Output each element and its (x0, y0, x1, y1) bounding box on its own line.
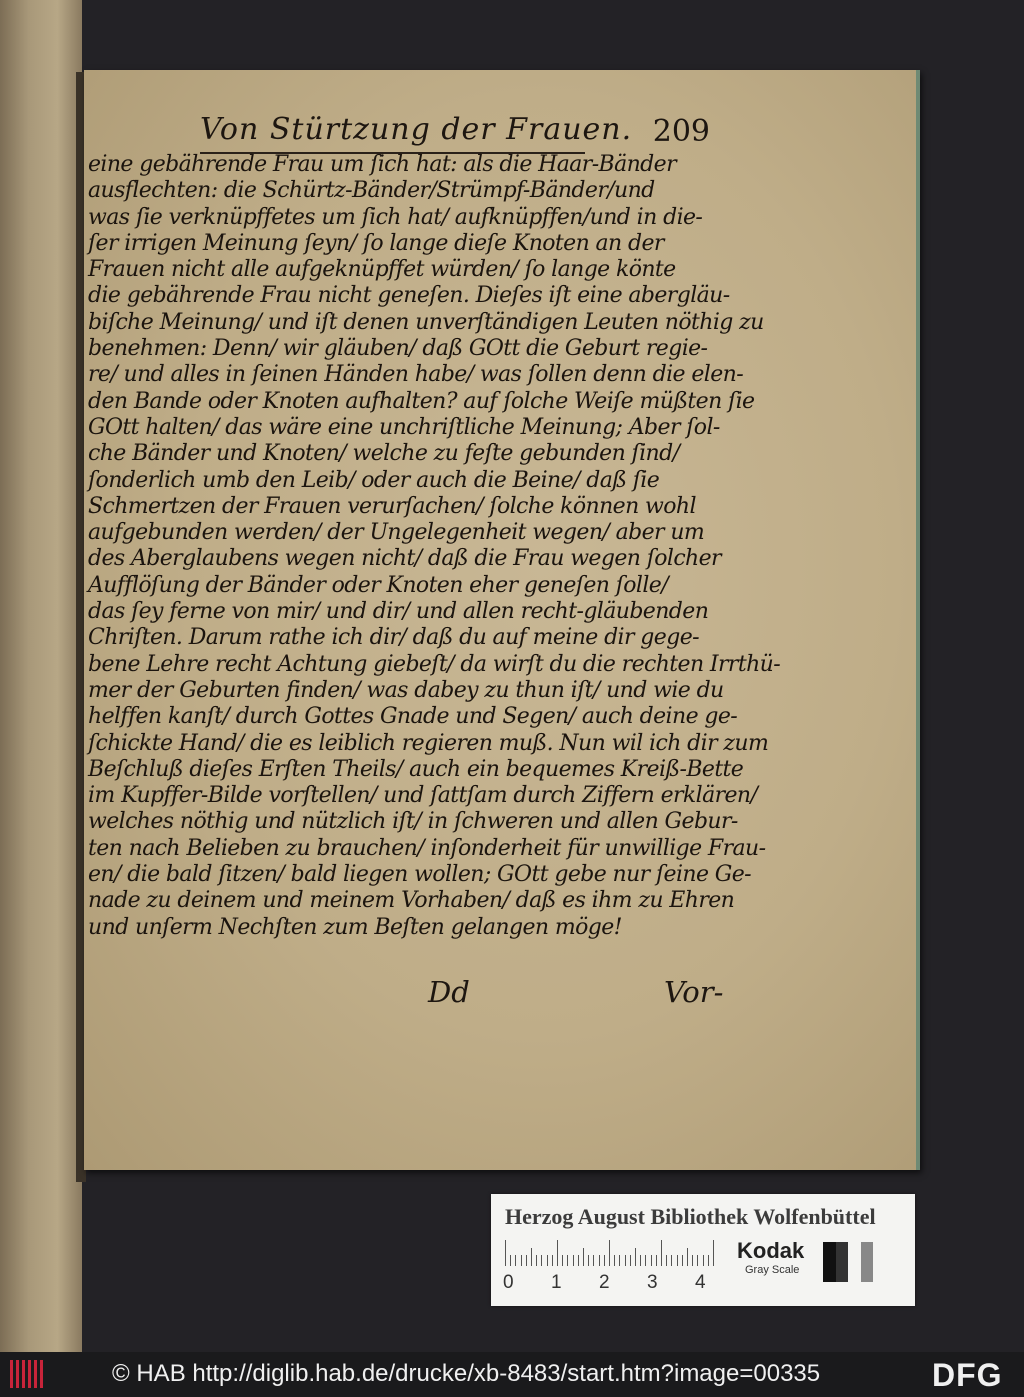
ruler-tick (541, 1255, 542, 1266)
dfg-logo: DFG (932, 1357, 1003, 1393)
ruler-tick (697, 1255, 698, 1266)
scale-ruler (505, 1240, 717, 1266)
facing-page-text-fragment (4, 597, 80, 610)
text-line: GOtt halten/ das wäre eine unchriſtliche Meinung; Aber ſol- (88, 414, 720, 440)
ruler-tick (682, 1255, 683, 1266)
text-line: den Bande oder Knoten aufhalten? auf ſolche Weiſe müßten ſie (88, 388, 755, 414)
text-line: das ſey ferne von mir/ und dir/ und allen recht-gläubenden (88, 599, 709, 625)
gray-scale-label: Gray Scale (745, 1264, 800, 1276)
facing-page-text-fragment (4, 834, 80, 847)
facing-page-text-fragment (4, 886, 80, 899)
ruler-tick (531, 1248, 532, 1266)
ruler-tick (536, 1255, 537, 1266)
ruler-tick (573, 1255, 574, 1266)
ruler-tick (578, 1255, 579, 1266)
facing-page-text-fragment (4, 150, 80, 163)
ruler-tick (640, 1255, 641, 1266)
text-line: ſer irrigen Meinung ſeyn/ ſo lange dieſe Knoten an der (88, 230, 664, 256)
facing-page-text-fragment (4, 360, 80, 373)
facing-page-text-fragment (4, 466, 80, 479)
ruler-tick (645, 1255, 646, 1266)
facing-page-text-fragment (4, 729, 80, 742)
text-line: die gebährende Frau nicht geneſen. Dieſes iſt eine abergläu- (88, 283, 730, 309)
ruler-tick (614, 1255, 615, 1266)
ruler-tick (671, 1255, 672, 1266)
facing-page-text-fragment (4, 755, 80, 768)
text-line: bene Lehre recht Achtung giebeſt/ da wirſt du die rechten Irrthü- (88, 651, 781, 677)
ruler-tick (588, 1255, 589, 1266)
running-head (200, 112, 730, 152)
ruler-tick (708, 1255, 709, 1266)
facing-page-text-fragment (4, 176, 80, 189)
facing-page-text-fragment (4, 781, 80, 794)
ruler-tick (703, 1255, 704, 1266)
ruler-tick (656, 1255, 657, 1266)
text-line: ſchickte Hand/ die es leiblich regieren muß. Nun wil ich dir zum (88, 730, 769, 756)
facing-page-text-fragment (4, 702, 80, 715)
text-line: biſche Meinung/ und iſt denen unverſtändigen Leuten nöthig zu (88, 309, 764, 335)
facing-page-text-fragment (4, 308, 80, 321)
text-line: Schmertzen der Frauen verurſachen/ ſolche können wohl (88, 493, 696, 519)
ruler-tick (630, 1255, 631, 1266)
ruler-tick (510, 1255, 511, 1266)
text-line: welches nöthig und nützlich iſt/ in ſchweren und allen Gebur- (88, 809, 738, 835)
text-line: und unſerm Nechſten zum Beſten gelangen möge! (88, 914, 622, 940)
text-line: nade zu deinem und meinem Vorhaben/ daß es ihm zu Ehren (88, 888, 735, 914)
text-line: Frauen nicht alle aufgeknüpffet würden/ ſo lange könte (88, 257, 676, 283)
ruler-tick (583, 1248, 584, 1266)
ruler-tick (562, 1255, 563, 1266)
ruler-tick (677, 1255, 678, 1266)
facing-page-text-fragment (4, 255, 80, 268)
footer-bar (0, 1352, 1024, 1397)
ruler-tick (567, 1255, 568, 1266)
facing-page-text-fragment (4, 413, 80, 426)
text-line: was ſie verknüpffetes um ſich hat/ aufknüpffen/und in die- (88, 204, 703, 230)
facing-page-text-fragment (4, 545, 80, 558)
facing-page-text-fragment (4, 492, 80, 505)
text-line: che Bänder und Knoten/ welche zu feſte gebunden ſind/ (88, 441, 680, 467)
kodak-brand: Kodak (737, 1238, 805, 1263)
barcode-icon (10, 1360, 46, 1388)
ruler-tick (692, 1255, 693, 1266)
facing-page-text-fragment (4, 808, 80, 821)
facing-page-text-fragment (4, 387, 80, 400)
ruler-tick (609, 1240, 610, 1266)
ruler-tick (604, 1255, 605, 1266)
ruler-tick (619, 1255, 620, 1266)
ruler-tick (625, 1255, 626, 1266)
text-line: mer der Geburten finden/ was dabey zu thun iſt/ und wie du (88, 677, 724, 703)
text-line: Chriſten. Darum rathe ich dir/ daß du auf meine dir gege- (88, 625, 699, 651)
facing-page-text-fragment (4, 518, 80, 531)
facing-page-text-fragment (4, 334, 80, 347)
text-line: eine gebährende Frau um ſich hat: als die Haar-Bänder (88, 152, 676, 177)
ruler-tick (661, 1240, 662, 1266)
text-line: re/ und alles in ſeinen Händen habe/ was ſollen denn die elen- (88, 362, 744, 388)
text-line: helffen kanſt/ durch Gottes Gnade und Segen/ auch deine ge- (88, 704, 738, 730)
catchword: Vor- (664, 975, 724, 1009)
facing-page-text-fragment (4, 229, 80, 242)
facing-page-text-fragment (4, 203, 80, 216)
running-head-title: Von Stürtzung der Frauen. (200, 112, 633, 147)
ruler-number: 4 (695, 1272, 706, 1293)
ruler-number: 0 (503, 1272, 514, 1293)
text-line: ten nach Belieben zu brauchen/ inſonderheit für unwillige Frau- (88, 835, 766, 861)
text-line: en/ die bald ſitzen/ bald liegen wollen; GOtt gebe nur ſeine Ge- (88, 862, 751, 888)
text-line: aufgebunden werden/ der Ungelegenheit wegen/ aber um (88, 520, 705, 546)
text-line: ausflechten: die Schürtz-Bänder/Strümpf-Bänder/und (88, 178, 655, 204)
ruler-tick (687, 1248, 688, 1266)
gray-scale-patch (823, 1242, 873, 1282)
page-body-text (88, 152, 781, 941)
text-line: Aufflöſung der Bänder oder Knoten eher geneſen ſolle/ (88, 572, 669, 598)
facing-page-edge (0, 0, 82, 1352)
facing-page-text-fragment (4, 571, 80, 584)
text-line: benehmen: Denn/ wir gläuben/ daß GOtt die Geburt regie- (88, 336, 708, 362)
ruler-tick (635, 1248, 636, 1266)
ruler-number: 1 (551, 1272, 562, 1293)
ruler-tick (651, 1255, 652, 1266)
ruler-number: 3 (647, 1272, 658, 1293)
ruler-tick (515, 1255, 516, 1266)
signature-mark: Dd (428, 975, 470, 1009)
ruler-tick (552, 1255, 553, 1266)
facing-page-text-fragment (4, 623, 80, 636)
ruler-tick (547, 1255, 548, 1266)
ruler-tick (521, 1255, 522, 1266)
ruler-tick (505, 1240, 506, 1266)
text-line: im Kupffer-Bilde vorſtellen/ und ſattſam durch Ziffern erklären/ (88, 783, 758, 809)
ruler-tick (557, 1240, 558, 1266)
footer-copyright-link[interactable]: © HAB http://diglib.hab.de/drucke/xb-8483/start.htm?image=00335 (112, 1360, 821, 1387)
facing-page-text-fragment (4, 676, 80, 689)
ruler-tick (666, 1255, 667, 1266)
ruler-tick (526, 1255, 527, 1266)
ruler-tick (599, 1255, 600, 1266)
text-line: Beſchluß dieſes Erſten Theils/ auch ein bequemes Kreiß-Bette (88, 756, 744, 782)
ruler-tick (713, 1240, 714, 1266)
text-line: ſonderlich umb den Leib/ oder auch die Beine/ daß ſie (88, 467, 660, 493)
page-number: 209 (652, 114, 710, 149)
facing-page-text-fragment (4, 282, 80, 295)
ruler-tick (593, 1255, 594, 1266)
text-line: des Aberglaubens wegen nicht/ daß die Frau wegen ſolcher (88, 546, 721, 572)
library-label: Herzog August Bibliothek Wolfenbüttel (505, 1204, 876, 1229)
facing-page-text-fragment (4, 913, 80, 926)
facing-page-text-fragment (4, 439, 80, 452)
facing-page-text-fragment (4, 860, 80, 873)
facing-page-text-fragment (4, 650, 80, 663)
ruler-number: 2 (599, 1272, 610, 1293)
color-calibration-card (491, 1194, 915, 1306)
